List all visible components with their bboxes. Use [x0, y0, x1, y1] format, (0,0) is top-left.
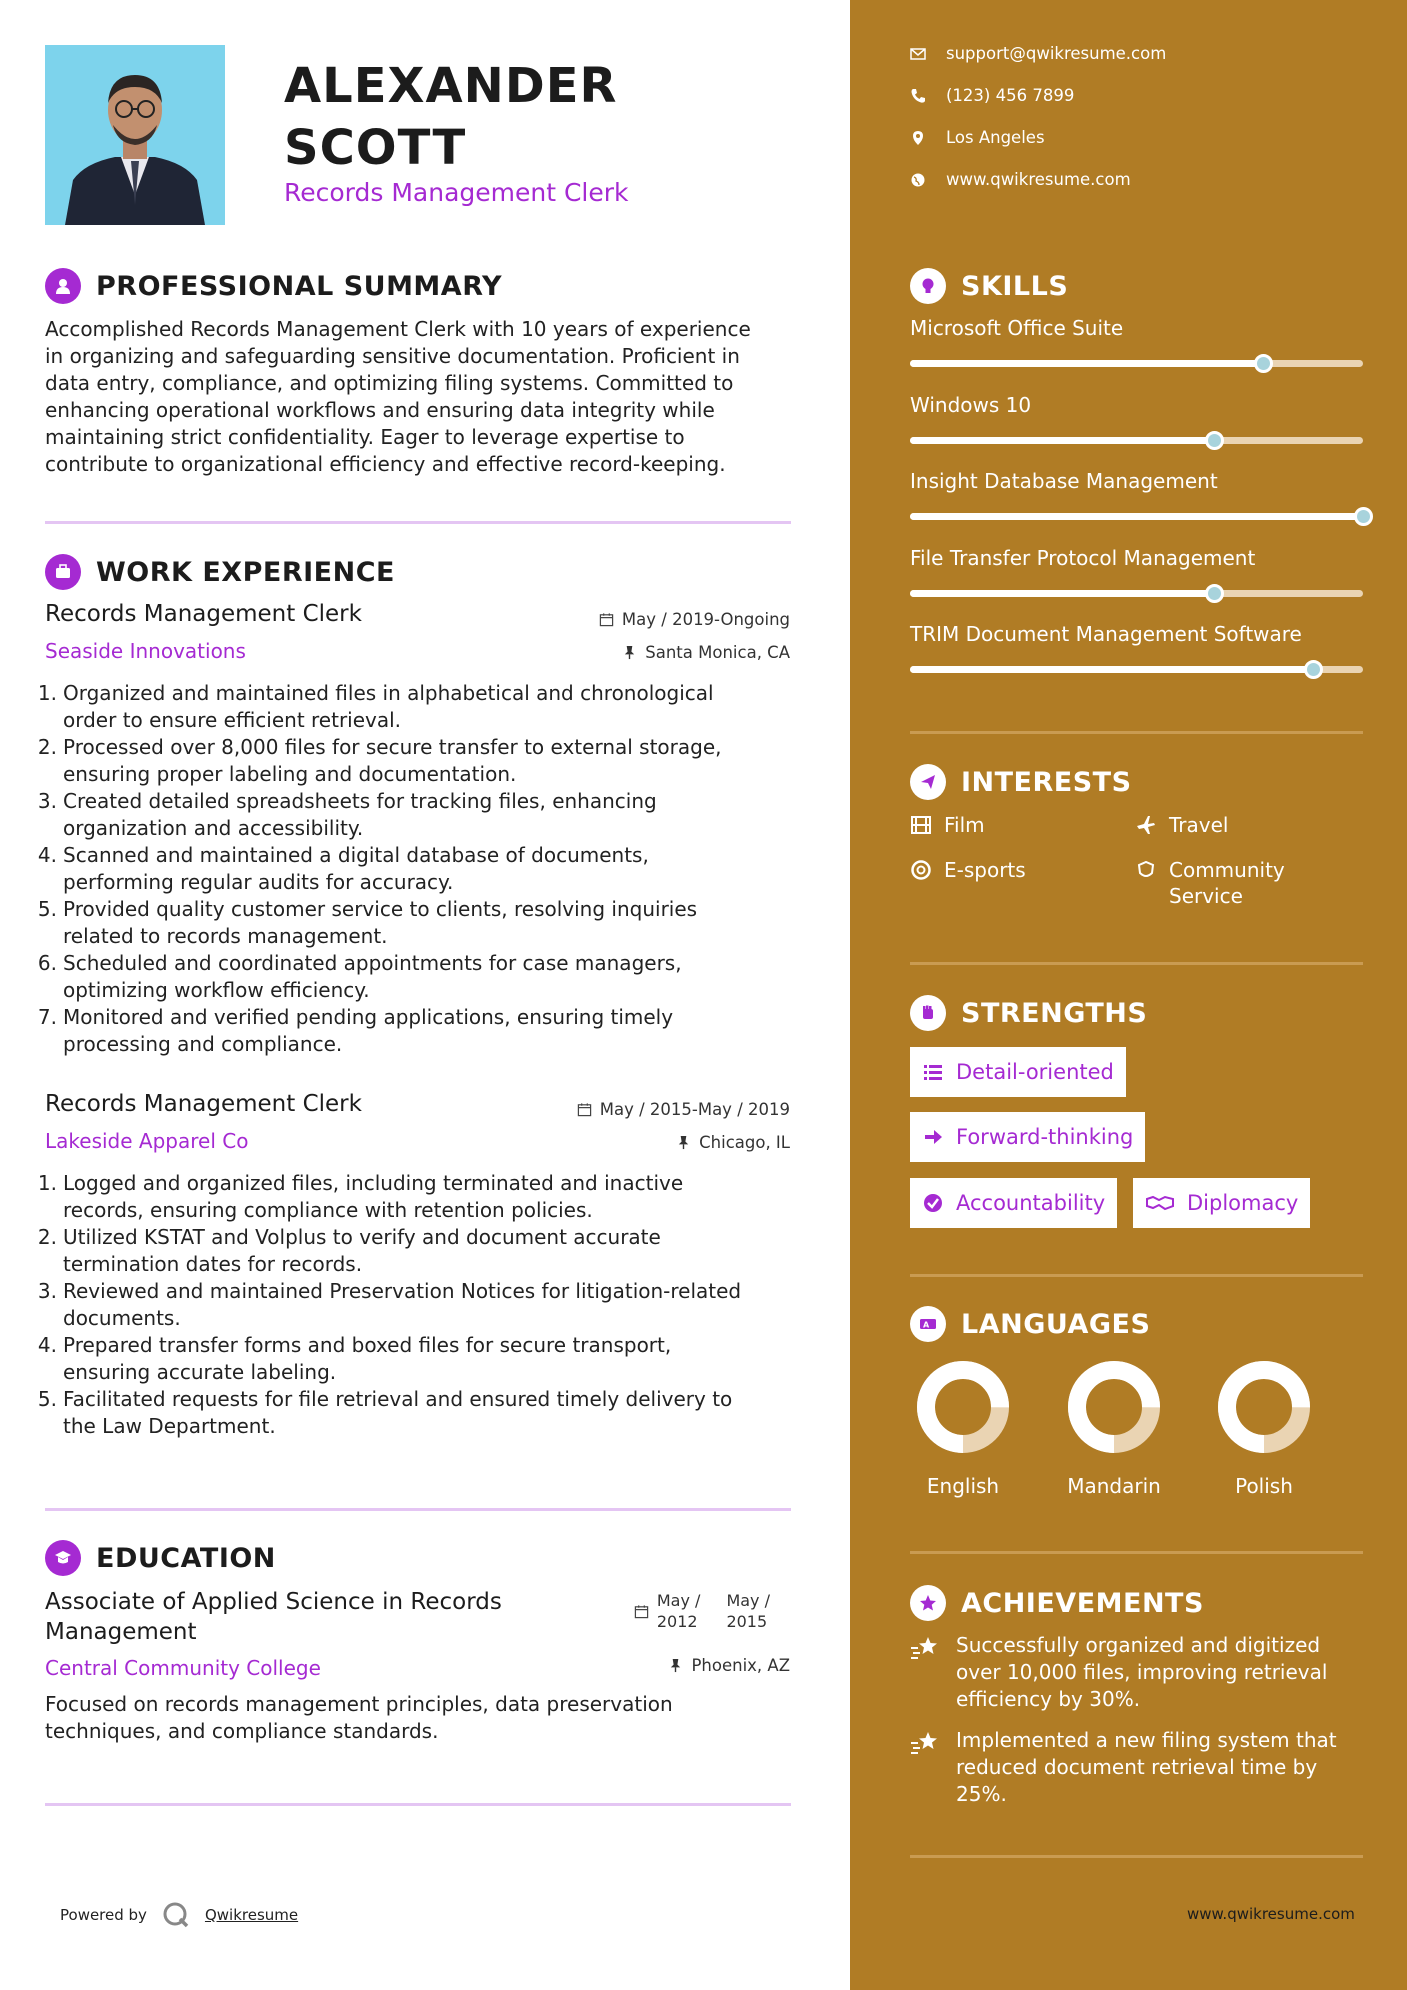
list-text: Utilized KSTAT and Volplus to verify and document accurate	[63, 1225, 661, 1249]
list-text: performing regular audits for accuracy.	[63, 870, 454, 894]
job-title: Records Management Clerk	[45, 601, 362, 627]
summary-title: PROFESSIONAL SUMMARY	[96, 270, 503, 302]
education-dates	[634, 1590, 770, 1632]
interest-label: Community	[1169, 858, 1285, 882]
skill-level-knob	[1205, 431, 1224, 450]
languages-title: LANGUAGES	[961, 1308, 1151, 1340]
list-text: Processed over 8,000 files for secure transfer to external storage,	[63, 735, 722, 759]
pin-icon	[668, 1658, 683, 1673]
section-divider	[910, 962, 1363, 965]
pin-icon	[622, 645, 637, 660]
arrow-right-icon	[922, 1126, 944, 1148]
achievement-line: efficiency by 30%.	[956, 1687, 1141, 1711]
list-text: Reviewed and maintained Preservation Notices for litigation-related	[63, 1279, 742, 1303]
list-item	[28, 1031, 798, 1058]
list-text: documents.	[63, 1306, 181, 1330]
achievements-title: ACHIEVEMENTS	[961, 1587, 1204, 1619]
work-heading	[45, 554, 395, 590]
date-end: May /	[726, 1591, 770, 1610]
skill-label: File Transfer Protocol Management	[910, 545, 1256, 570]
paper-plane-icon	[910, 764, 946, 800]
list-item	[28, 977, 798, 1004]
plane-icon	[1135, 814, 1157, 836]
calendar-icon	[634, 1604, 649, 1619]
list-text: Scheduled and coordinated appointments for case managers,	[63, 951, 682, 975]
languages-heading	[910, 1306, 1150, 1342]
education-heading	[45, 1540, 276, 1576]
summary-line: in organizing and safeguarding sensitive documentation. Proficient in	[45, 344, 740, 368]
language-label: English	[926, 1474, 1000, 1498]
list-text: Provided quality customer service to clients, resolving inquiries	[63, 897, 698, 921]
interest-label: Travel	[1169, 813, 1229, 837]
list-text: processing and compliance.	[63, 1032, 343, 1056]
skills-title: SKILLS	[961, 270, 1069, 302]
work-title: WORK EXPERIENCE	[96, 556, 395, 588]
globe-icon	[910, 172, 926, 188]
section-divider	[910, 1855, 1363, 1858]
lifebuoy-icon	[910, 859, 932, 881]
education-description	[45, 1691, 805, 1745]
list-number	[28, 1031, 63, 1058]
list-item	[28, 734, 798, 761]
check-circle-icon	[922, 1192, 944, 1214]
strength-label: Forward-thinking	[956, 1125, 1134, 1149]
school-name: Central Community College	[45, 1656, 321, 1680]
list-text: Scanned and maintained a digital database of documents,	[63, 843, 649, 867]
job-date	[577, 1100, 790, 1119]
list-text: Logged and organized files, including terminated and inactive	[63, 1171, 684, 1195]
degree-line: Associate of Applied Science in Records	[45, 1589, 502, 1615]
date-start: 2012	[656, 1612, 698, 1631]
skills-heading	[910, 268, 1068, 304]
skill-bar	[910, 590, 1363, 597]
lightbulb-icon	[910, 268, 946, 304]
list-number: 2.	[37, 735, 57, 759]
list-number	[28, 1359, 63, 1386]
education-location-text: Phoenix, AZ	[691, 1656, 790, 1675]
contact-website[interactable]	[910, 170, 1131, 189]
skill-bar	[910, 437, 1363, 444]
film-icon	[910, 814, 932, 836]
list-text: Prepared transfer forms and boxed files for secure transport,	[63, 1333, 672, 1357]
handshake-icon	[1145, 1192, 1175, 1214]
strength-chip	[910, 1112, 1145, 1162]
list-text: related to records management.	[63, 924, 388, 948]
skill-level-knob	[1205, 584, 1224, 603]
skill-bar	[910, 360, 1363, 367]
list-number: 5.	[37, 1387, 57, 1411]
interest-community-service	[1135, 857, 1285, 909]
skill-bar-fill	[910, 437, 1214, 444]
interest-label: Service	[1169, 884, 1243, 908]
job-date	[599, 610, 790, 629]
language-label: Mandarin	[1067, 1474, 1161, 1498]
list-item	[28, 788, 798, 815]
language-ring	[1217, 1360, 1311, 1454]
list-text: ensuring proper labeling and documentation.	[63, 762, 517, 786]
list-text: Created detailed spreadsheets for tracking files, enhancing	[63, 789, 657, 813]
date-start: May /	[656, 1591, 701, 1610]
list-item	[28, 1197, 798, 1224]
education-desc-line: Focused on records management principles, data preservation	[45, 1692, 673, 1716]
skill-label: Insight Database Management	[910, 469, 1218, 493]
calendar-icon	[577, 1102, 592, 1117]
skill-bar-fill	[910, 360, 1263, 367]
section-divider	[45, 1508, 791, 1511]
list-number	[28, 761, 63, 788]
job-location-text: Chicago, IL	[699, 1133, 790, 1152]
profile-photo	[45, 45, 225, 225]
phone-text: (123) 456 7899	[946, 86, 1075, 105]
list-item	[28, 1305, 798, 1332]
strengths-title: STRENGTHS	[961, 997, 1148, 1029]
degree-title	[45, 1587, 502, 1647]
fist-icon	[910, 995, 946, 1031]
strength-label: Detail-oriented	[956, 1060, 1114, 1084]
achievement-line: over 10,000 files, improving retrieval	[956, 1660, 1328, 1684]
job-date-text: May / 2019-Ongoing	[621, 610, 790, 629]
strength-label: Accountability	[956, 1191, 1106, 1215]
badge-icon	[1135, 859, 1157, 881]
interest-label: E-sports	[944, 858, 1026, 882]
list-number	[28, 707, 63, 734]
job-location	[676, 1133, 790, 1152]
list-number	[28, 923, 63, 950]
list-number	[28, 1305, 63, 1332]
achievement-line: 25%.	[956, 1782, 1007, 1806]
star-badge-icon	[910, 1585, 946, 1621]
language-ring	[916, 1360, 1010, 1454]
contact-location	[910, 128, 1045, 147]
achievement-line: reduced document retrieval time by	[956, 1755, 1318, 1779]
job-duties-list	[28, 1170, 798, 1440]
skill-label: Windows 10	[910, 392, 1032, 417]
education-desc-line: techniques, and compliance standards.	[45, 1719, 439, 1743]
calendar-icon	[599, 612, 614, 627]
list-number	[28, 977, 63, 1004]
list-number: 3.	[37, 1279, 57, 1303]
section-divider	[45, 521, 791, 524]
strengths-heading	[910, 995, 1147, 1031]
shooting-star-icon	[910, 1729, 942, 1757]
list-item	[28, 680, 798, 707]
list-number: 2.	[37, 1225, 57, 1249]
achievement-line: Successfully organized and digitized	[956, 1633, 1321, 1657]
section-divider	[910, 731, 1363, 734]
list-text: Facilitated requests for file retrieval and ensured timely delivery to	[63, 1387, 733, 1411]
achievement-line: Implemented a new filing system that	[956, 1728, 1337, 1752]
powered-by-label: Powered by	[60, 1906, 147, 1924]
qwikresume-logo-icon	[161, 1900, 191, 1930]
list-item	[28, 761, 798, 788]
job-company: Lakeside Apparel Co	[45, 1129, 249, 1153]
strength-chip	[1133, 1178, 1310, 1228]
candidate-name	[284, 55, 617, 179]
language-label: Polish	[1235, 1474, 1293, 1498]
job-duties-list	[28, 680, 798, 1058]
interest-label: Film	[944, 813, 985, 837]
list-item	[28, 923, 798, 950]
skill-bar-fill	[910, 666, 1313, 673]
strength-label: Diplomacy	[1187, 1191, 1299, 1215]
list-number: 4.	[37, 1333, 57, 1357]
contact-email[interactable]	[910, 44, 1166, 63]
shooting-star-icon	[910, 1634, 942, 1662]
interest-esports	[910, 857, 1026, 883]
location-text: Los Angeles	[946, 128, 1045, 147]
map-pin-icon	[910, 130, 926, 146]
footer-website-link[interactable]: www.qwikresume.com	[1187, 1905, 1355, 1923]
list-number: 7.	[37, 1005, 57, 1029]
list-number	[28, 815, 63, 842]
skill-label: Microsoft Office Suite	[910, 316, 1124, 340]
achievements-heading	[910, 1585, 1204, 1621]
contact-phone[interactable]	[910, 86, 1074, 105]
list-item	[28, 1359, 798, 1386]
list-number: 6.	[37, 951, 57, 975]
list-item	[28, 1224, 798, 1251]
list-text: Organized and maintained files in alphabetical and chronological	[63, 681, 714, 705]
translate-icon	[910, 1306, 946, 1342]
achievement-item	[910, 1727, 1363, 1808]
summary-heading	[45, 268, 502, 304]
skill-bar-fill	[910, 590, 1214, 597]
list-item	[28, 1332, 798, 1359]
user-icon	[45, 268, 81, 304]
graduate-icon	[45, 1540, 81, 1576]
list-number	[28, 869, 63, 896]
list-number: 4.	[37, 843, 57, 867]
list-number	[28, 1413, 63, 1440]
education-location	[668, 1656, 790, 1675]
job-location-text: Santa Monica, CA	[645, 643, 790, 662]
list-number	[28, 1251, 63, 1278]
skill-level-knob	[1354, 507, 1373, 526]
interests-heading	[910, 764, 1132, 800]
pin-icon	[676, 1135, 691, 1150]
list-text: organization and accessibility.	[63, 816, 364, 840]
job-location	[622, 643, 790, 662]
strength-chip	[910, 1178, 1117, 1228]
name-line-1: ALEXANDER	[284, 58, 618, 114]
summary-line: maintaining strict confidentiality. Eager to leverage expertise to	[45, 425, 685, 449]
list-item	[28, 1170, 798, 1197]
section-divider	[910, 1274, 1363, 1277]
summary-line: Accomplished Records Management Clerk with 10 years of experience	[45, 317, 751, 341]
name-line-2: SCOTT	[284, 120, 467, 176]
briefcase-icon	[45, 554, 81, 590]
skill-bar	[910, 513, 1363, 520]
job-date-text: May / 2015-May / 2019	[599, 1100, 790, 1119]
list-text: termination dates for records.	[63, 1252, 363, 1276]
list-item	[28, 1004, 798, 1031]
list-icon	[922, 1061, 944, 1083]
achievement-item	[910, 1632, 1363, 1713]
summary-line: data entry, compliance, and optimizing filing systems. Committed to	[45, 371, 734, 395]
list-number: 1.	[37, 681, 57, 705]
phone-icon	[910, 88, 926, 104]
interest-travel	[1135, 812, 1228, 838]
skill-label: TRIM Document Management Software	[910, 622, 1302, 646]
website-text: www.qwikresume.com	[946, 170, 1131, 189]
skill-bar	[910, 666, 1363, 673]
candidate-role: Records Management Clerk	[284, 178, 629, 207]
list-text: the Law Department.	[63, 1414, 276, 1438]
summary-line: enhancing operational workflows and ensuring data integrity while	[45, 398, 715, 422]
list-item	[28, 869, 798, 896]
section-divider	[910, 1551, 1363, 1554]
list-number: 5.	[37, 897, 57, 921]
list-item	[28, 842, 798, 869]
list-number: 1.	[37, 1171, 57, 1195]
job-company: Seaside Innovations	[45, 639, 246, 663]
list-item	[28, 1251, 798, 1278]
job-title: Records Management Clerk	[45, 1091, 362, 1117]
education-title: EDUCATION	[96, 1542, 276, 1574]
list-item	[28, 1278, 798, 1305]
list-item	[28, 815, 798, 842]
degree-line: Management	[45, 1619, 197, 1645]
interest-film	[910, 812, 985, 838]
list-item	[28, 950, 798, 977]
section-divider	[45, 1803, 791, 1806]
list-item	[28, 707, 798, 734]
list-item	[28, 1413, 798, 1440]
qwikresume-link[interactable]: Qwikresume	[204, 1906, 299, 1924]
date-end: 2015	[726, 1612, 768, 1631]
interests-title: INTERESTS	[961, 766, 1132, 798]
language-ring	[1067, 1360, 1161, 1454]
powered-by	[60, 1900, 298, 1930]
summary-line: contribute to organizational efficiency and effective record-keeping.	[45, 452, 726, 476]
list-text: records, ensuring compliance with retention policies.	[63, 1198, 593, 1222]
list-text: ensuring accurate labeling.	[63, 1360, 337, 1384]
svg-text:A: A	[923, 1320, 930, 1330]
summary-text	[45, 316, 805, 478]
list-item	[28, 896, 798, 923]
list-number	[28, 1197, 63, 1224]
skill-bar-fill	[910, 513, 1363, 520]
list-number: 3.	[37, 789, 57, 813]
list-text: Monitored and verified pending applications, ensuring timely	[63, 1005, 674, 1029]
list-text: optimizing workflow efficiency.	[63, 978, 370, 1002]
envelope-icon	[910, 46, 926, 62]
email-text: support@qwikresume.com	[946, 44, 1167, 63]
strength-chip	[910, 1047, 1126, 1097]
list-item	[28, 1386, 798, 1413]
list-text: order to ensure efficient retrieval.	[63, 708, 402, 732]
